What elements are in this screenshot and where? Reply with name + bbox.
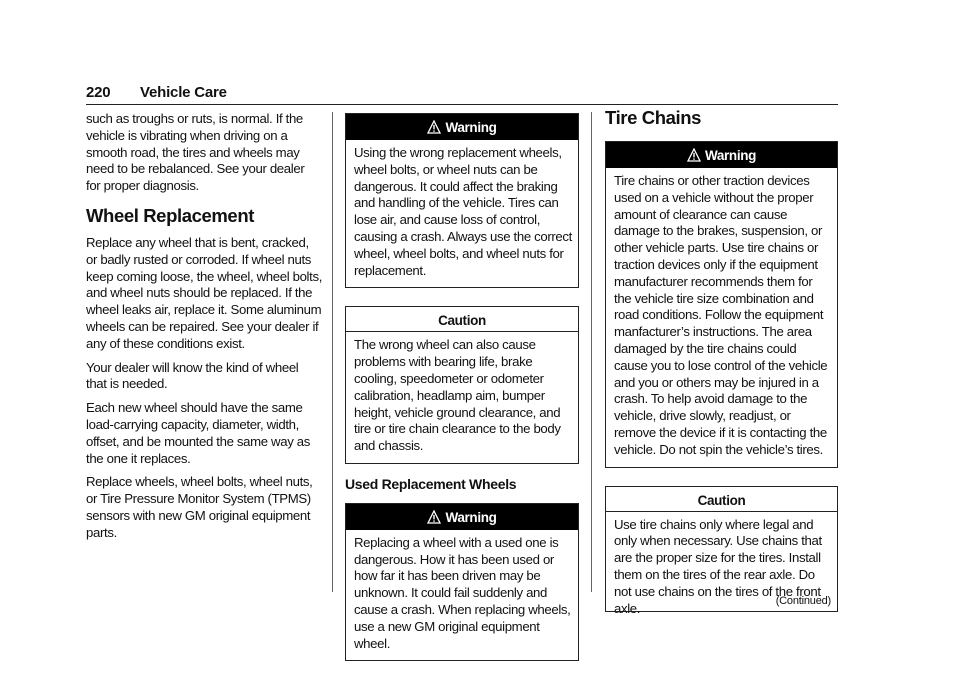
paragraph: Replace wheels, wheel bolts, wheel nuts, or Tire Pressure Monitor System (TPMS) sensors with new GM original equipment parts. xyxy=(86,474,313,540)
used-replacement-wheels-heading: Used Replacement Wheels xyxy=(345,475,517,492)
warning-title: Warning xyxy=(704,148,757,163)
warning-text: Tire chains or other traction devices used on a vehicle without the proper amount of clearance can cause damage to the brakes, suspension, or other vehicle parts. Use tire chains or traction devices only if the equipment manufacturer recommends them for the vehicle tire size combination and road conditions. Follow the equipment manfacturer’s instructions. The area damaged by the tire chains could cause you to lose control of the vehicle and you or others may be injured in a crash. To help avoid damage to the vehicle, drive slowly, readjust, or remove the device if it is contacting the vehicle. Do not spin the vehicle’s tires. xyxy=(614,173,828,457)
paragraph: Each new wheel should have the same load-carrying capacity, diameter, width, offset, and be mounted the same way as the one it replaces. xyxy=(86,400,310,466)
warning-triangle-icon xyxy=(427,510,441,524)
warning-header xyxy=(346,114,578,140)
page-header xyxy=(86,84,838,105)
warning-text: Using the wrong replacement wheels, wheel bolts, or wheel nuts can be dangerous. It could affect the braking and handling of the vehicle. Tires can lose air, and cause loss of control, causing a crash. Always use the correct wheel, wheel bolts, and wheel nuts for replacement. xyxy=(354,145,572,278)
warning-header xyxy=(346,504,578,530)
paragraph: Replace any wheel that is bent, cracked, or badly rusted or corroded. If wheel nuts keep coming loose, the wheel, wheel bolts, and wheel nuts should be replaced. If the wheel leaks air, replace it. Some aluminum wheels can be repaired. See your dealer if any of these conditions exist. xyxy=(86,234,323,351)
caution-box xyxy=(605,486,838,616)
intro-paragraph: such as troughs or ruts, is normal. If the vehicle is vibrating when driving on a smooth road, the tires and wheels may need to be rebalanced. See your dealer for proper diagnosis. xyxy=(86,111,305,194)
tire-chains-heading: Tire Chains xyxy=(605,107,702,128)
warning-text: Replacing a wheel with a used one is dangerous. How it has been used or how far it has been driven may be unknown. It could fail suddenly and cause a crash. When replacing wheels, use a new GM original equipment wheel. xyxy=(354,534,571,651)
warning-box xyxy=(605,141,838,468)
section-title: Vehicle Care xyxy=(140,84,227,101)
warning-triangle-icon xyxy=(687,148,701,162)
warning-triangle-icon xyxy=(427,120,441,134)
warning-header xyxy=(606,142,837,168)
column-divider-left xyxy=(332,112,333,592)
caution-title: Caution xyxy=(346,307,578,332)
column-divider-right xyxy=(591,112,592,592)
page-number: 220 xyxy=(86,84,111,101)
warning-box xyxy=(345,503,579,662)
caution-text: The wrong wheel can also cause problems with bearing life, brake cooling, speedometer or odometer calibration, headlamp aim, bumper height, vehicle ground clearance, and tire or tire chain clearance to the body and chassis. xyxy=(354,337,561,454)
warning-title: Warning xyxy=(445,509,497,525)
caution-title: Caution xyxy=(606,487,837,512)
caution-box xyxy=(345,306,579,464)
warning-box xyxy=(345,113,579,288)
continued-label: (Continued) xyxy=(775,594,831,607)
paragraph: Your dealer will know the kind of wheel that is needed. xyxy=(86,359,299,392)
left-column xyxy=(86,111,322,549)
caution-text: Use tire chains only where legal and only when necessary. Use chains that are the proper size for the tires. Install them on the tires of the rear axle. Do not use chains on the tires of the front axle. xyxy=(614,516,822,616)
wheel-replacement-heading: Wheel Replacement xyxy=(86,204,254,226)
right-column xyxy=(605,104,838,616)
middle-column xyxy=(345,113,579,661)
warning-title: Warning xyxy=(445,120,497,135)
